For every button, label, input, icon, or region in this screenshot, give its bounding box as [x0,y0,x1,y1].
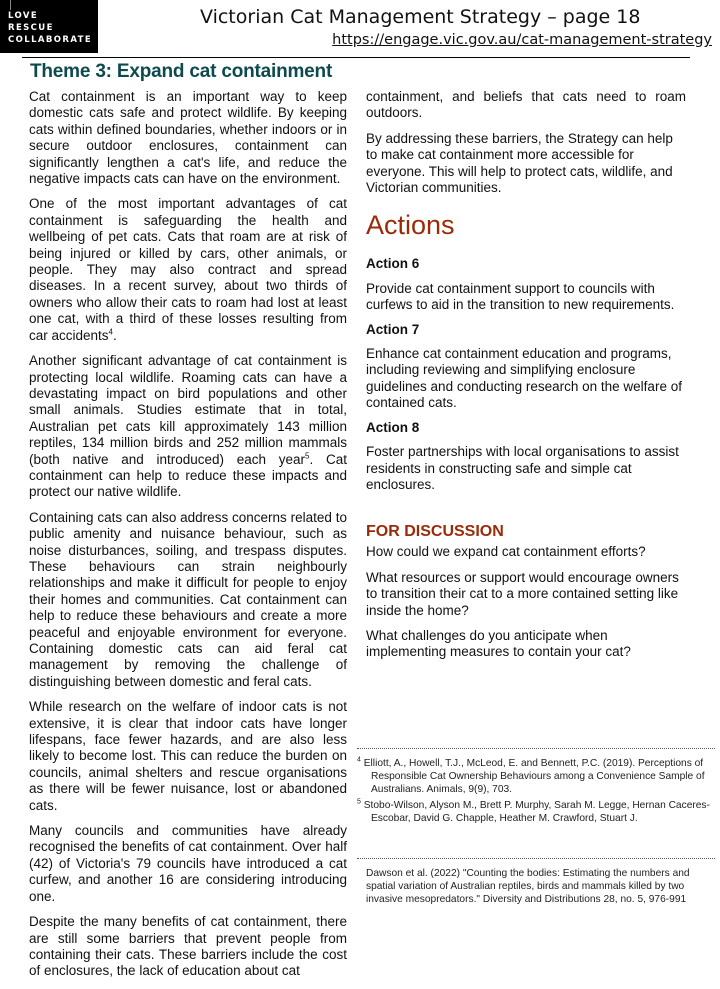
actions-heading: Actions [366,210,455,241]
footnote-text: Stobo-Wilson, Alyson M., Brett P. Murphy, Sarah M. Legge, Hernan Caceres-Escobar, David G. Chapple, Heather M. Crawford, Stuart J. [363,800,710,824]
paragraph-end: . [113,327,117,343]
discussion-question: What resources or support would encourage owners to transition their cat to a more contained setting like inside the home? [366,569,679,618]
action-item [366,256,686,313]
paragraph [29,196,347,344]
logo-line-love: LOVE [8,11,39,21]
paragraph-end: . Cat containment can help to reduce these impacts and protect our native wildlife. [29,451,347,500]
footnote-ref[interactable]: 4 [108,327,113,337]
action-item [366,420,686,494]
paragraph: Despite the many benefits of cat containment, there are still some barriers that prevent people from containing their cats. These barriers include the cost of enclosures, the lack of education about cat [29,914,347,979]
paragraph-text: Another significant advantage of cat containment is protecting local wildlife. Roaming cats can have a devastating impact on bird populations and other small animals. Studies estimate that in total, Australian pet cats kill approximately 143 million reptiles, 134 million birds and 252 million mammals (both native and introduced) each year [29,353,347,467]
tag-icon [10,0,14,10]
action-item [366,322,686,412]
footnote [357,799,715,825]
action-text: Enhance cat containment education and programs, including reviewing and simplifying enclosure guidelines and conducting research on the welfare of contained cats. [366,346,682,411]
paragraph-text: One of the most important advantages of cat containment is safeguarding the health and wellbeing of pet cats. Cats that roam are at risk of being injured or killed by cars, other animals, or people. They may also contract and spread diseases. In a recent survey, about two thirds of owners who allow their cats to roam had lost at least one cat, with a third of these losses resulting from car accidents [29,196,347,343]
footnote-number: 4 [357,756,361,764]
reference-continued [357,858,715,906]
footnote-number: 5 [357,798,361,806]
action-text: Provide cat containment support to councils with curfews to aid in the transition to new requirements. [366,280,675,313]
header-divider [22,57,690,58]
footnote-text: Elliott, A., Howell, T.J., McLeod, E. and Bennett, P.C. (2019). Perceptions of Responsible Cat Ownership Behaviours among a Convenience Sample of Australians. Animals, 9(9), 703. [363,758,705,795]
action-title: Action 6 [366,256,420,272]
reference-divider [357,858,715,859]
paragraph: Cat containment is an important way to keep domestic cats safe and protect wildlife. By keeping cats within defined boundaries, whether indoors or in secure outdoor enclosures, containment can significantly lengthen a cat's life, and reduce the negative impacts cats can have on the environment. [29,89,347,187]
paragraph: While research on the welfare of indoor cats is not extensive, it is clear that indoor cats have longer lifespans, face fewer hazards, and are also less likely to become lost. This can reduce the burden on councils, animal shelters and rescue organisations as there will be fewer nuisance, lost or abandoned cats. [29,699,347,813]
paragraph: Many councils and communities have already recognised the benefits of cat containment. Over half (42) of Victoria's 79 councils have introduced a cat curfew, and another 16 are considering introducing one. [29,823,347,904]
reference-text: Dawson et al. (2022) "Counting the bodies: Estimating the numbers and spatial variation of Australian reptiles, birds and mammals killed by two invasive mesopredators." Diversity and Distributions 28, no. 5, 976-991 [366,868,690,905]
paragraph: By addressing these barriers, the Strategy can help to make cat containment more accessible for everyone. This will help to protect cats, wildlife, and Victorian communities. [366,130,673,196]
paragraph: Containing cats can also address concerns related to public amenity and nuisance behaviour, such as noise disturbances, soiling, and trespass disputes. These behaviours can strain neighbourly relationships and make it difficult for people to enjoy their homes and communities. Cat containment can help to reduce these behaviours and create a more peaceful and enjoyable environment for everyone. Containing domestic cats can aid feral cat management by removing the challenge of distinguishing between domestic and feral cats. [29,509,347,689]
discussion-question: What challenges do you anticipate when implementing measures to contain your cat? [366,627,631,660]
discussion-question: How could we expand cat containment efforts? [366,544,646,560]
footnotes [357,748,715,828]
paragraph: containment, and beliefs that cats need to roam outdoors. [366,89,686,121]
header-url-link[interactable]: https://engage.vic.gov.au/cat-management-strategy [332,32,712,48]
discussion-heading: FOR DISCUSSION [366,523,504,541]
footnote-divider [357,748,715,749]
logo [0,0,98,53]
footnote [357,757,715,796]
action-title: Action 7 [366,321,420,337]
logo-line-collaborate: COLLABORATE [8,35,93,45]
action-title: Action 8 [366,419,420,435]
paragraph [29,353,347,501]
header-title: Victorian Cat Management Strategy – page 18 [200,6,641,28]
action-text: Foster partnerships with local organisations to assist residents in constructing safe and simple cat enclosures. [366,444,679,492]
logo-line-rescue: RESCUE [8,23,54,33]
left-column [29,89,347,989]
footnote-ref[interactable]: 5 [305,451,310,461]
theme-title: Theme 3: Expand cat containment [30,61,333,82]
right-column [366,89,686,670]
